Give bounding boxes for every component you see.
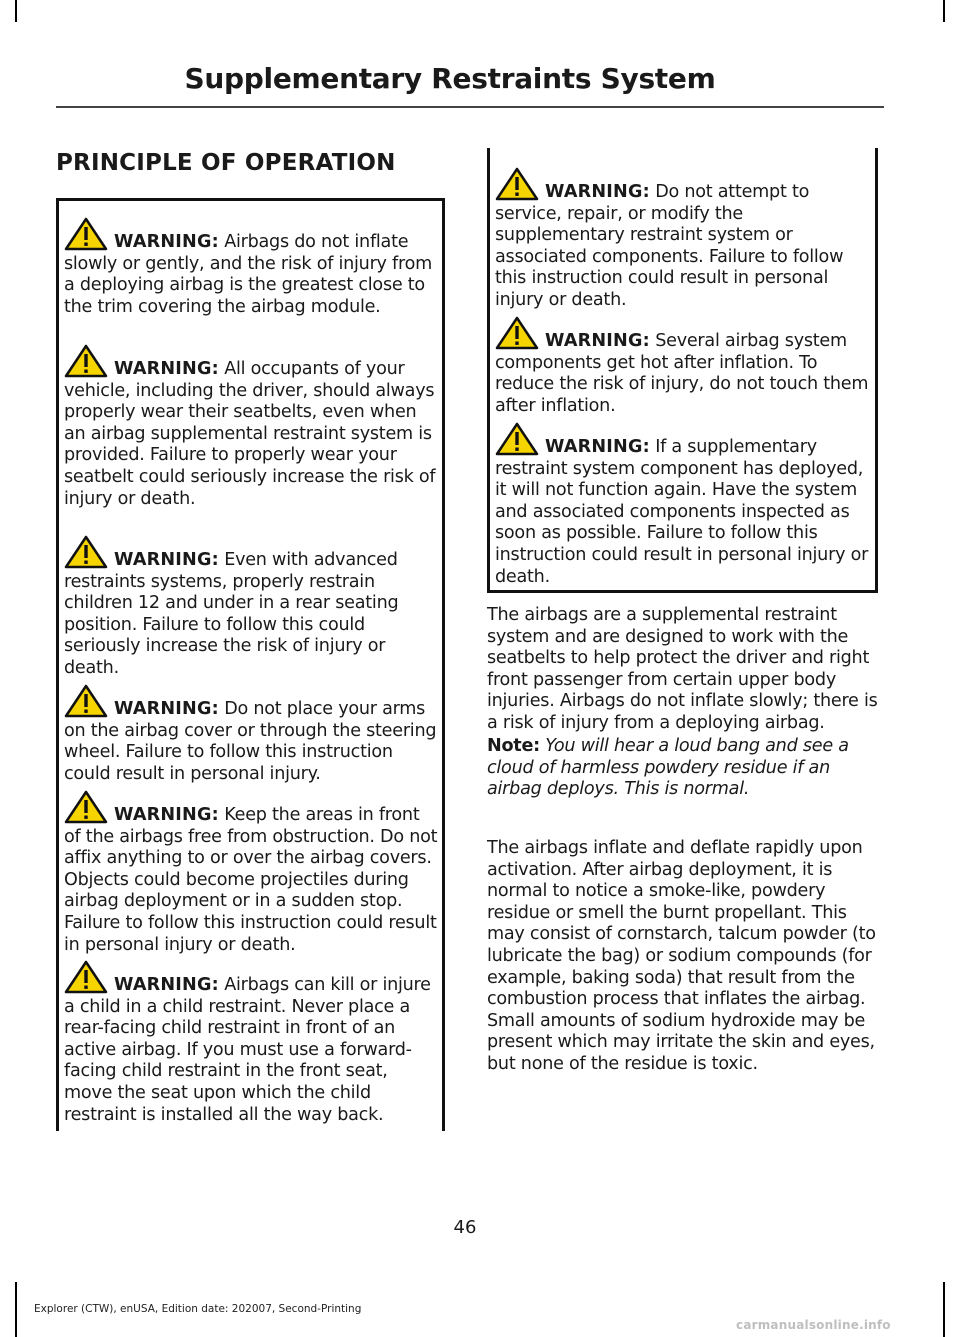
crop-mark <box>15 0 17 22</box>
header-divider <box>56 106 884 108</box>
warning-label: WARNING: <box>114 805 219 825</box>
body-paragraph: The airbags are a supplemental restraint system and are designed to work with the seatbelts to help protect the driver and right front passenger from certain upper body injuries. Airbags do not inflate slowly; there is a risk of injury from a deploying airbag. <box>487 605 878 733</box>
warning-item <box>64 217 439 318</box>
footer-edition: Explorer (CTW), enUSA, Edition date: 202007, Second-Printing <box>34 1303 362 1315</box>
warning-text: Even with advanced restraints systems, properly restrain children 12 and under in a rear seating position. Failure to follow this could seriously increase the risk of injury or death. <box>64 550 399 678</box>
crop-mark <box>943 0 945 22</box>
warning-text: Airbags do not inflate slowly or gently, and the risk of injury from a deploying airbag is the greatest close to the trim covering the airbag module. <box>64 232 433 317</box>
warning-item <box>495 422 873 588</box>
watermark: carmanualsonline.info <box>736 1318 891 1332</box>
warning-item <box>64 960 439 1126</box>
warning-triangle-icon <box>495 422 539 456</box>
section-heading: PRINCIPLE OF OPERATION <box>56 150 396 176</box>
warning-triangle-icon <box>495 316 539 350</box>
warning-triangle-icon <box>64 684 108 718</box>
warning-triangle-icon <box>495 167 539 201</box>
warning-text: Do not place your arms on the airbag cover or through the steering wheel. Failure to follow this instruction could result in personal injury. <box>64 699 437 784</box>
warning-label: WARNING: <box>114 232 219 252</box>
warning-text: All occupants of your vehicle, including the driver, should always properly wear their seatbelts, even when an airbag supplemental restraint system is provided. Failure to properly wear your seatbelt could seriously increase the risk of injury or death. <box>64 359 436 509</box>
warning-triangle-icon <box>64 790 108 824</box>
warning-triangle-icon <box>64 217 108 251</box>
warning-label: WARNING: <box>114 359 219 379</box>
body-paragraph: The airbags inflate and deflate rapidly upon activation. After airbag deployment, it is normal to notice a smoke-like, powdery residue or smell the burnt propellant. This may consist of cornstarch, talcum powder (to lubricate the bag) or sodium compounds (for example, baking soda) that result from the combustion process that inflates the airbag. Small amounts of sodium hydroxide may be present which may irritate the skin and eyes, but none of the residue is toxic. <box>487 838 876 1074</box>
warning-item <box>64 344 439 510</box>
warning-label: WARNING: <box>114 699 219 719</box>
warning-label: WARNING: <box>545 182 650 202</box>
note-paragraph <box>487 736 879 801</box>
warning-text: Do not attempt to service, repair, or modify the supplementary restraint system or associated components. Failure to follow this instruction could result in personal injury or death. <box>495 182 844 310</box>
warning-text: If a supplementary restraint system component has deployed, it will not function again. Have the system and associated components inspected as soon as possible. Failure to follow this instruction could result in personal injury or death. <box>495 437 869 587</box>
warning-triangle-icon <box>64 535 108 569</box>
warning-text: Airbags can kill or injure a child in a child restraint. Never place a rear-facing child restraint in front of an active airbag. If you must use a forward-facing child restraint in the front seat, move the seat upon which the child restraint is installed all the way back. <box>64 975 431 1125</box>
warning-item <box>495 316 873 417</box>
crop-mark <box>943 1282 945 1337</box>
warning-item <box>64 790 439 956</box>
warning-item <box>64 684 439 785</box>
note-label: Note: <box>487 736 540 756</box>
warning-item <box>495 167 873 312</box>
page-number: 46 <box>453 1217 477 1238</box>
page-header-title: Supplementary Restraints System <box>184 62 716 95</box>
warning-triangle-icon <box>64 960 108 994</box>
warning-item <box>64 535 439 680</box>
warning-label: WARNING: <box>545 437 650 457</box>
warning-label: WARNING: <box>545 331 650 351</box>
note-text: You will hear a loud bang and see a cloud of harmless powdery residue if an airbag deploys. This is normal. <box>487 736 849 800</box>
warning-text: Several airbag system components get hot after inflation. To reduce the risk of injury, do not touch them after inflation. <box>495 331 869 416</box>
warning-label: WARNING: <box>114 975 219 995</box>
warning-text: Keep the areas in front of the airbags free from obstruction. Do not affix anything to or over the airbag covers. Objects could become projectiles during airbag deployment or in a sudden stop. Failure to follow this instruction could result in personal injury or death. <box>64 805 438 955</box>
crop-mark <box>15 1282 17 1337</box>
warning-label: WARNING: <box>114 550 219 570</box>
warning-triangle-icon <box>64 344 108 378</box>
